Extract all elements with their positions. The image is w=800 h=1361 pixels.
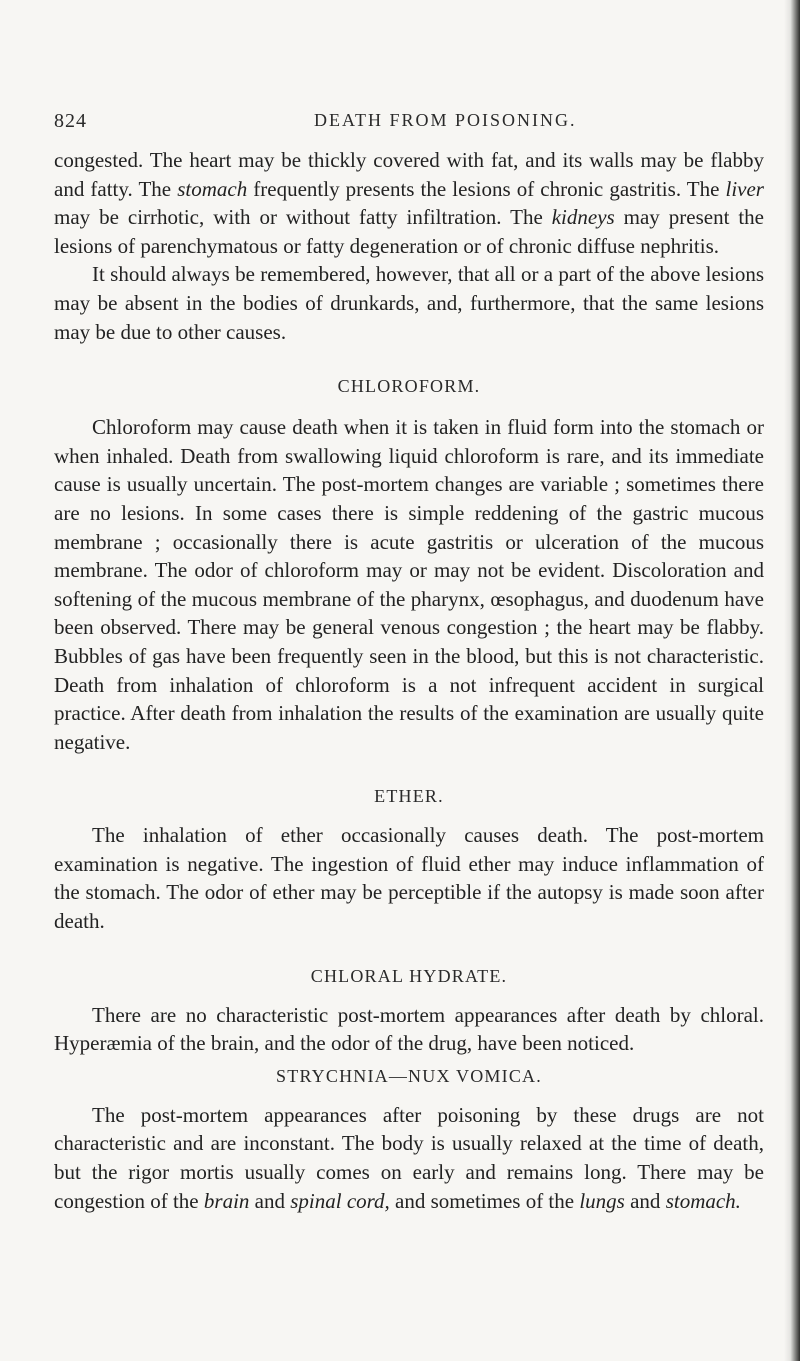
page-header bbox=[54, 110, 774, 140]
heading-ether: ETHER. bbox=[374, 786, 444, 807]
text-run: may present the lesions of parenchymatous or fatty degeneration or of chronic diffuse nephritis. bbox=[54, 205, 765, 258]
emphasis-lungs: lungs bbox=[579, 1188, 625, 1213]
text-run: and bbox=[624, 1188, 666, 1213]
strychnia-paragraph bbox=[54, 1101, 764, 1215]
emphasis-stomach: stomach. bbox=[665, 1188, 741, 1213]
page-body bbox=[54, 146, 764, 1215]
ether-paragraph: The inhalation of ether occasionally causes death. The post-mortem examination is negative. The ingestion of fluid ether may induce inflammation of the stomach. The odor of ether may be perceptible if the autopsy is made soon after death. bbox=[54, 823, 764, 934]
heading-strychnia: STRYCHNIA—NUX VOMICA. bbox=[276, 1065, 542, 1086]
heading-chloroform: CHLOROFORM. bbox=[337, 376, 481, 397]
text-run: The post-mortem appearances after poisoning by these drugs are not characteristic and are inconstant. The body is usually relaxed at the time of death, but the rigor mortis usually comes on early and remains long. There may be congestion of the bbox=[54, 1102, 764, 1213]
text-run: and bbox=[249, 1188, 291, 1213]
emphasis-stomach: stomach bbox=[177, 176, 248, 201]
text-run: and sometimes of the bbox=[389, 1188, 580, 1213]
chloral-paragraph: There are no characteristic post-mortem appearances after death by chloral. Hyperæmia of the brain, and the odor of the drug, have been noticed. bbox=[54, 1002, 764, 1056]
intro-paragraph-1 bbox=[54, 146, 764, 260]
emphasis-spinal-cord: spinal cord, bbox=[290, 1188, 390, 1213]
text-run: frequently presents the lesions of chronic gastritis. The bbox=[247, 176, 726, 201]
emphasis-liver: liver bbox=[725, 176, 764, 201]
text-run: congested. The heart may be thickly covered with fat, and its walls may be flabby and fatty. The bbox=[54, 148, 764, 201]
emphasis-kidneys: kidneys bbox=[551, 205, 615, 230]
page-edge-shadow bbox=[784, 0, 800, 1361]
emphasis-brain: brain bbox=[203, 1188, 250, 1213]
heading-chloral-hydrate: CHLORAL HYDRATE. bbox=[310, 965, 508, 986]
running-head: DEATH FROM POISONING. bbox=[314, 110, 577, 130]
page-number: 824 bbox=[54, 110, 87, 132]
text-run: may be cirrhotic, with or without fatty infiltration. The bbox=[54, 205, 552, 230]
chloroform-paragraph: Chloroform may cause death when it is taken in fluid form into the stomach or when inhaled. Death from swallowing liquid chloroform is rare, and its immediate cause is usually uncertain. The post-mortem changes are variable ; sometimes there are no lesions. In some cases there is simple reddening of the gastric mucous membrane ; occasionally there is acute gastritis or ulceration of the mucous membrane. The odor of chloroform may or may not be evident. Discoloration and softening of the mucous membrane of the pharynx, œsophagus, and duodenum have been observed. There may be general venous congestion ; the heart may be flabby. Bubbles of gas have been frequently seen in the blood, but this is not characteristic. Death from inhalation of chloroform is a not infrequent accident in surgical practice. After death from inhalation the results of the examination are usually quite negative. bbox=[54, 415, 764, 754]
intro-paragraph-2: It should always be remembered, however, that all or a part of the above lesions may be absent in the bodies of drunkards, and, furthermore, that the same lesions may be due to other causes. bbox=[54, 262, 764, 344]
